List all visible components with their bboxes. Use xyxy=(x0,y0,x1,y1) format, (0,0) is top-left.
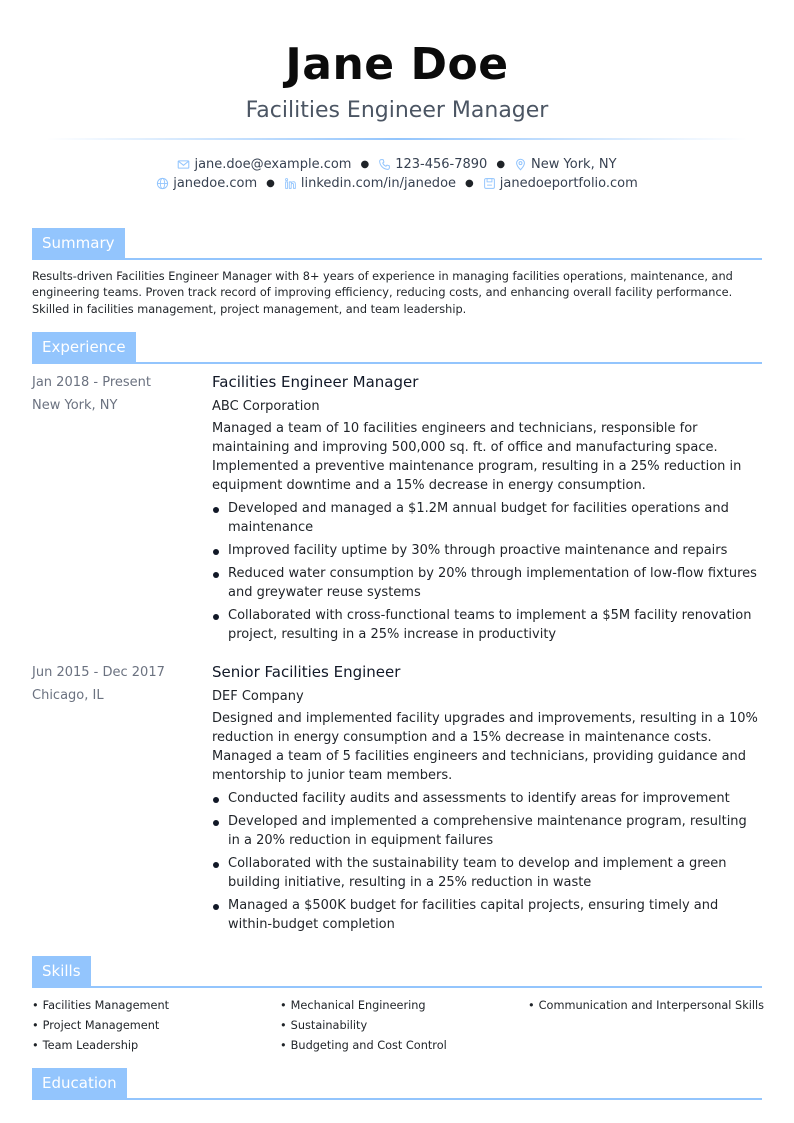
job-location: Chicago, IL xyxy=(32,688,104,703)
list-item: Improved facility uptime by 30% through proactive maintenance and repairs xyxy=(212,541,762,560)
contact-separator: ● xyxy=(360,159,370,170)
job-details xyxy=(212,661,762,938)
phone-icon xyxy=(378,158,391,171)
list-item: Collaborated with cross-functional teams to implement a $5M facility renovation project, resulting in a 25% increase in productivity xyxy=(212,606,762,644)
section-header xyxy=(32,956,762,988)
summary-heading: Summary xyxy=(32,228,125,258)
job-bullets xyxy=(212,499,762,644)
skill-item-empty xyxy=(528,1016,762,1036)
contact-separator: ● xyxy=(496,159,506,170)
skill-item: • Communication and Interpersonal Skills xyxy=(528,999,765,1012)
contact-phone[interactable] xyxy=(378,155,487,174)
website-text: janedoe.com xyxy=(173,176,258,191)
contact-location xyxy=(514,155,616,174)
education-section xyxy=(32,1068,762,1100)
resume-header xyxy=(0,0,794,193)
job-meta xyxy=(32,371,202,417)
job-title: Facilities Engineer Manager xyxy=(212,373,419,391)
location-pin-icon xyxy=(514,158,527,171)
experience-heading: Experience xyxy=(32,332,136,362)
contact-row-secondary xyxy=(0,174,794,193)
job-bullets xyxy=(212,789,762,934)
job-meta xyxy=(32,661,202,707)
email-text: jane.doe@example.com xyxy=(194,157,352,172)
job-dates: Jan 2018 - Present xyxy=(32,375,151,390)
contact-website[interactable] xyxy=(156,174,257,193)
contact-portfolio[interactable] xyxy=(483,174,638,193)
list-item: Collaborated with the sustainability team to develop and implement a green building initiative, resulting in a 25% reduction in waste xyxy=(212,854,762,892)
contact-separator: ● xyxy=(465,178,474,189)
contact-email[interactable] xyxy=(177,155,351,174)
summary-text: Results-driven Facilities Engineer Manager with 8+ years of experience in managing facilities operations, maintenance, and engineering teams. Proven track record of improving efficiency, reducing costs, and enhancing overall facility performance. Skilled in facilities management, project management, and team leadership. xyxy=(32,270,733,316)
job-title: Senior Facilities Engineer xyxy=(212,663,401,681)
job-company: DEF Company xyxy=(212,689,304,704)
list-item: Managed a $500K budget for facilities capital projects, ensuring timely and within-budget completion xyxy=(212,896,762,934)
list-item: Reduced water consumption by 20% through implementation of low-flow fixtures and greywater reuse systems xyxy=(212,564,762,602)
job-description: Managed a team of 10 facilities engineers and technicians, responsible for maintaining and improving 500,000 sq. ft. of office and manufacturing space. Implemented a preventive maintenance program, resulting in a 25% reduction in equipment downtime and a 15% decrease in energy consumption. xyxy=(212,421,742,493)
list-item: Conducted facility audits and assessments to identify areas for improvement xyxy=(212,789,762,808)
section-header xyxy=(32,332,762,364)
contact-linkedin[interactable] xyxy=(284,174,456,193)
skills-heading: Skills xyxy=(32,956,91,986)
list-item: Developed and implemented a comprehensive maintenance program, resulting in a 20% reduction in equipment failures xyxy=(212,812,762,850)
candidate-title: Facilities Engineer Manager xyxy=(245,98,549,123)
section-rule xyxy=(32,986,762,988)
section-rule xyxy=(32,258,762,260)
list-item: Developed and managed a $1.2M annual budget for facilities operations and maintenance xyxy=(212,499,762,537)
education-heading: Education xyxy=(32,1068,127,1098)
skills-section xyxy=(32,956,765,1056)
phone-text: 123-456-7890 xyxy=(395,157,488,172)
contact-separator: ● xyxy=(266,178,275,189)
location-text: New York, NY xyxy=(531,157,617,172)
skills-list xyxy=(32,996,765,1056)
header-divider xyxy=(47,138,747,140)
email-icon xyxy=(177,158,190,171)
skill-item: • Team Leadership xyxy=(32,1039,139,1052)
experience-section xyxy=(32,332,762,932)
skill-item: • Project Management xyxy=(32,1019,160,1032)
skill-item: • Sustainability xyxy=(280,1019,368,1032)
portfolio-icon xyxy=(483,177,496,190)
job-company: ABC Corporation xyxy=(212,399,320,414)
candidate-name: Jane Doe xyxy=(285,39,509,90)
section-header xyxy=(32,1068,762,1100)
section-header xyxy=(32,228,762,260)
skill-item: • Facilities Management xyxy=(32,999,170,1012)
contact-row-primary xyxy=(0,155,794,174)
linkedin-icon xyxy=(284,177,297,190)
portfolio-text: janedoeportfolio.com xyxy=(499,176,638,191)
skill-item: • Budgeting and Cost Control xyxy=(280,1039,447,1052)
job-location: New York, NY xyxy=(32,398,118,413)
skill-item: • Mechanical Engineering xyxy=(280,999,426,1012)
job-description: Designed and implemented facility upgrades and improvements, resulting in a 10% reduction in energy consumption and a 15% decrease in maintenance costs. Managed a team of 5 facilities engineers and technicians, providing guidance and mentorship to junior team members. xyxy=(212,711,758,783)
section-rule xyxy=(32,362,762,364)
job-dates: Jun 2015 - Dec 2017 xyxy=(32,665,165,680)
globe-icon xyxy=(156,177,169,190)
job-details xyxy=(212,371,762,648)
section-rule xyxy=(32,1098,762,1100)
summary-section xyxy=(32,228,762,318)
linkedin-text: linkedin.com/in/janedoe xyxy=(300,176,457,191)
